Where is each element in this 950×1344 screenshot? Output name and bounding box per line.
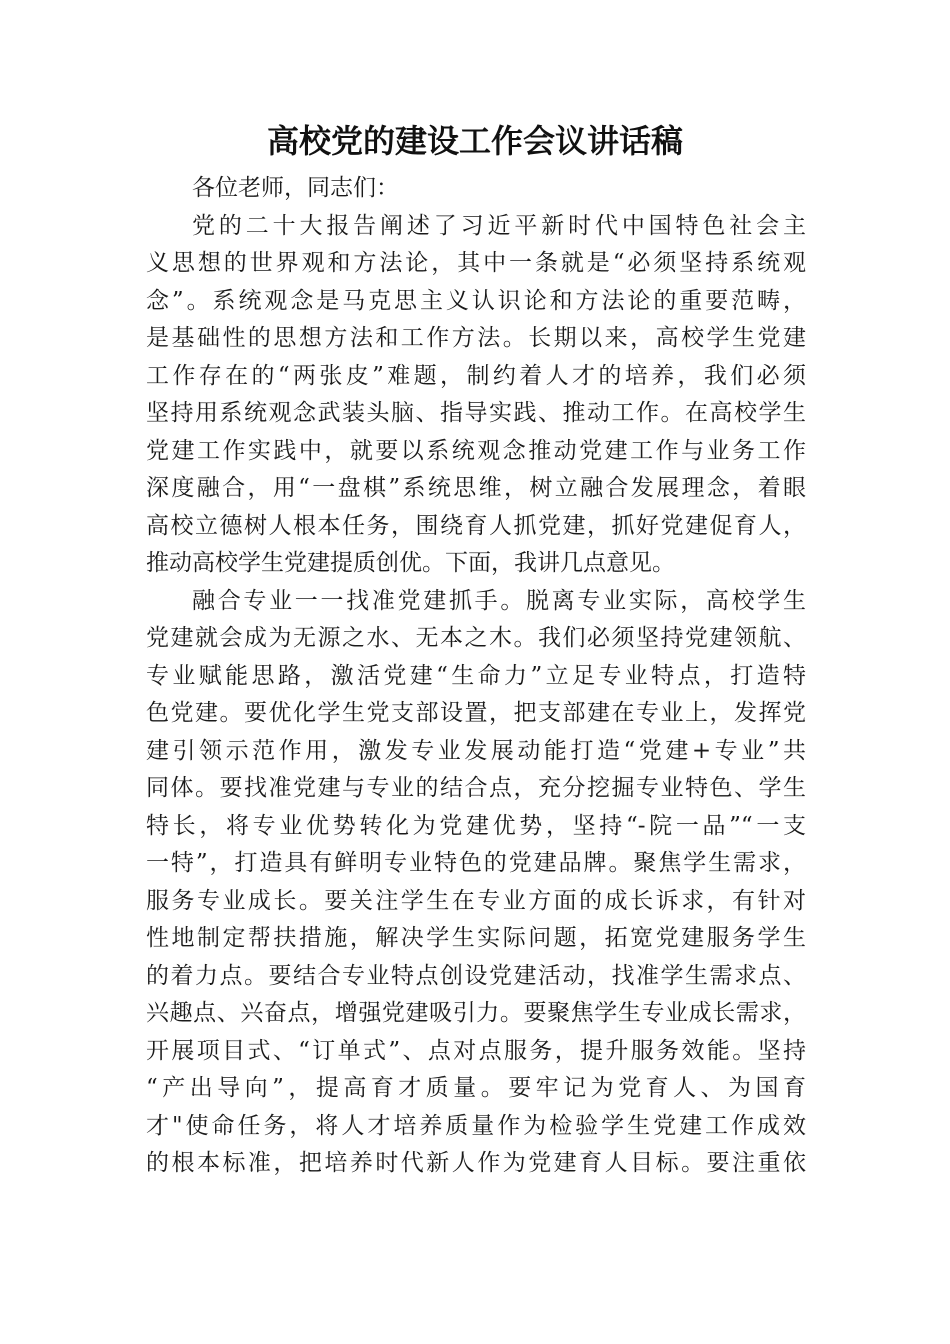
text-line: 同体。要找准党建与专业的结合点，充分挖掘专业特色、学生 — [146, 775, 806, 801]
text-line: 才"使命任务，将人才培养质量作为检验学生党建工作成效 — [146, 1112, 806, 1139]
document-body — [146, 170, 806, 1183]
text-line: 色党建。要优化学生党支部设置，把支部建在专业上，发挥党 — [146, 700, 806, 726]
text-line: 是基础性的思想方法和工作方法。长期以来，高校学生党建 — [146, 325, 806, 351]
text-line: 党建工作实践中，就要以系统观念推动党建工作与业务工作 — [146, 437, 806, 464]
text-line: 坚持用系统观念武装头脑、指导实践、推动工作。在高校学生 — [146, 400, 806, 426]
document-title: 高校党的建设工作会议讲话稿 — [266, 122, 683, 160]
text-line: “产出导向”，提高育才质量。要牢记为党育人、为国育 — [146, 1075, 806, 1101]
text-line: 的着力点。要结合专业特点创设党建活动，找准学生需求点、 — [146, 962, 806, 989]
text-line: 党的二十大报告阐述了习近平新时代中国特色社会主 — [192, 212, 806, 239]
text-line: 服务专业成长。要关注学生在专业方面的成长诉求，有针对 — [146, 887, 806, 914]
text-line: 特长，将专业优势转化为党建优势，坚持“-院一品”“一支 — [146, 812, 806, 839]
text-line: 的根本标准，把培养时代新人作为党建育人目标。要注重依 — [146, 1150, 806, 1176]
text-line: 推动高校学生党建提质创优。下面，我讲几点意见。 — [146, 550, 675, 576]
text-line: 义思想的世界观和方法论，其中一条就是“必须坚持系统观 — [146, 250, 806, 276]
text-line: 高校立德树人根本任务，围绕育人抓党建，抓好党建促育人， — [146, 512, 806, 539]
text-line: 融合专业一一找准党建抓手。脱离专业实际，高校学生 — [192, 587, 806, 614]
text-line: 建引领示范作用，激发专业发展动能打造“党建+专业”共 — [146, 737, 806, 764]
text-line: 专业赋能思路，激活党建“生命力”立足专业特点，打造特 — [146, 662, 806, 689]
text-line: 工作存在的“两张皮”难题，制约着人才的培养，我们必须 — [146, 362, 806, 389]
text-line: 念”。系统观念是马克思主义认识论和方法论的重要范畴， — [146, 287, 806, 314]
text-line: 党建就会成为无源之水、无本之木。我们必须坚持党建领航、 — [146, 625, 806, 651]
text-line: 性地制定帮扶措施，解决学生实际问题，拓宽党建服务学生 — [146, 925, 806, 951]
text-line: 一特”，打造具有鲜明专业特色的党建品牌。聚焦学生需求， — [146, 850, 806, 876]
text-line: 开展项目式、“订单式”、点对点服务，提升服务效能。坚持 — [146, 1037, 806, 1064]
text-line: 深度融合，用“一盘棋”系统思维，树立融合发展理念，着眼 — [146, 475, 806, 501]
text-line: 兴趣点、兴奋点，增强党建吸引力。要聚焦学生专业成长需求， — [146, 1000, 806, 1026]
text-line: 各位老师，同志们： — [192, 175, 399, 201]
